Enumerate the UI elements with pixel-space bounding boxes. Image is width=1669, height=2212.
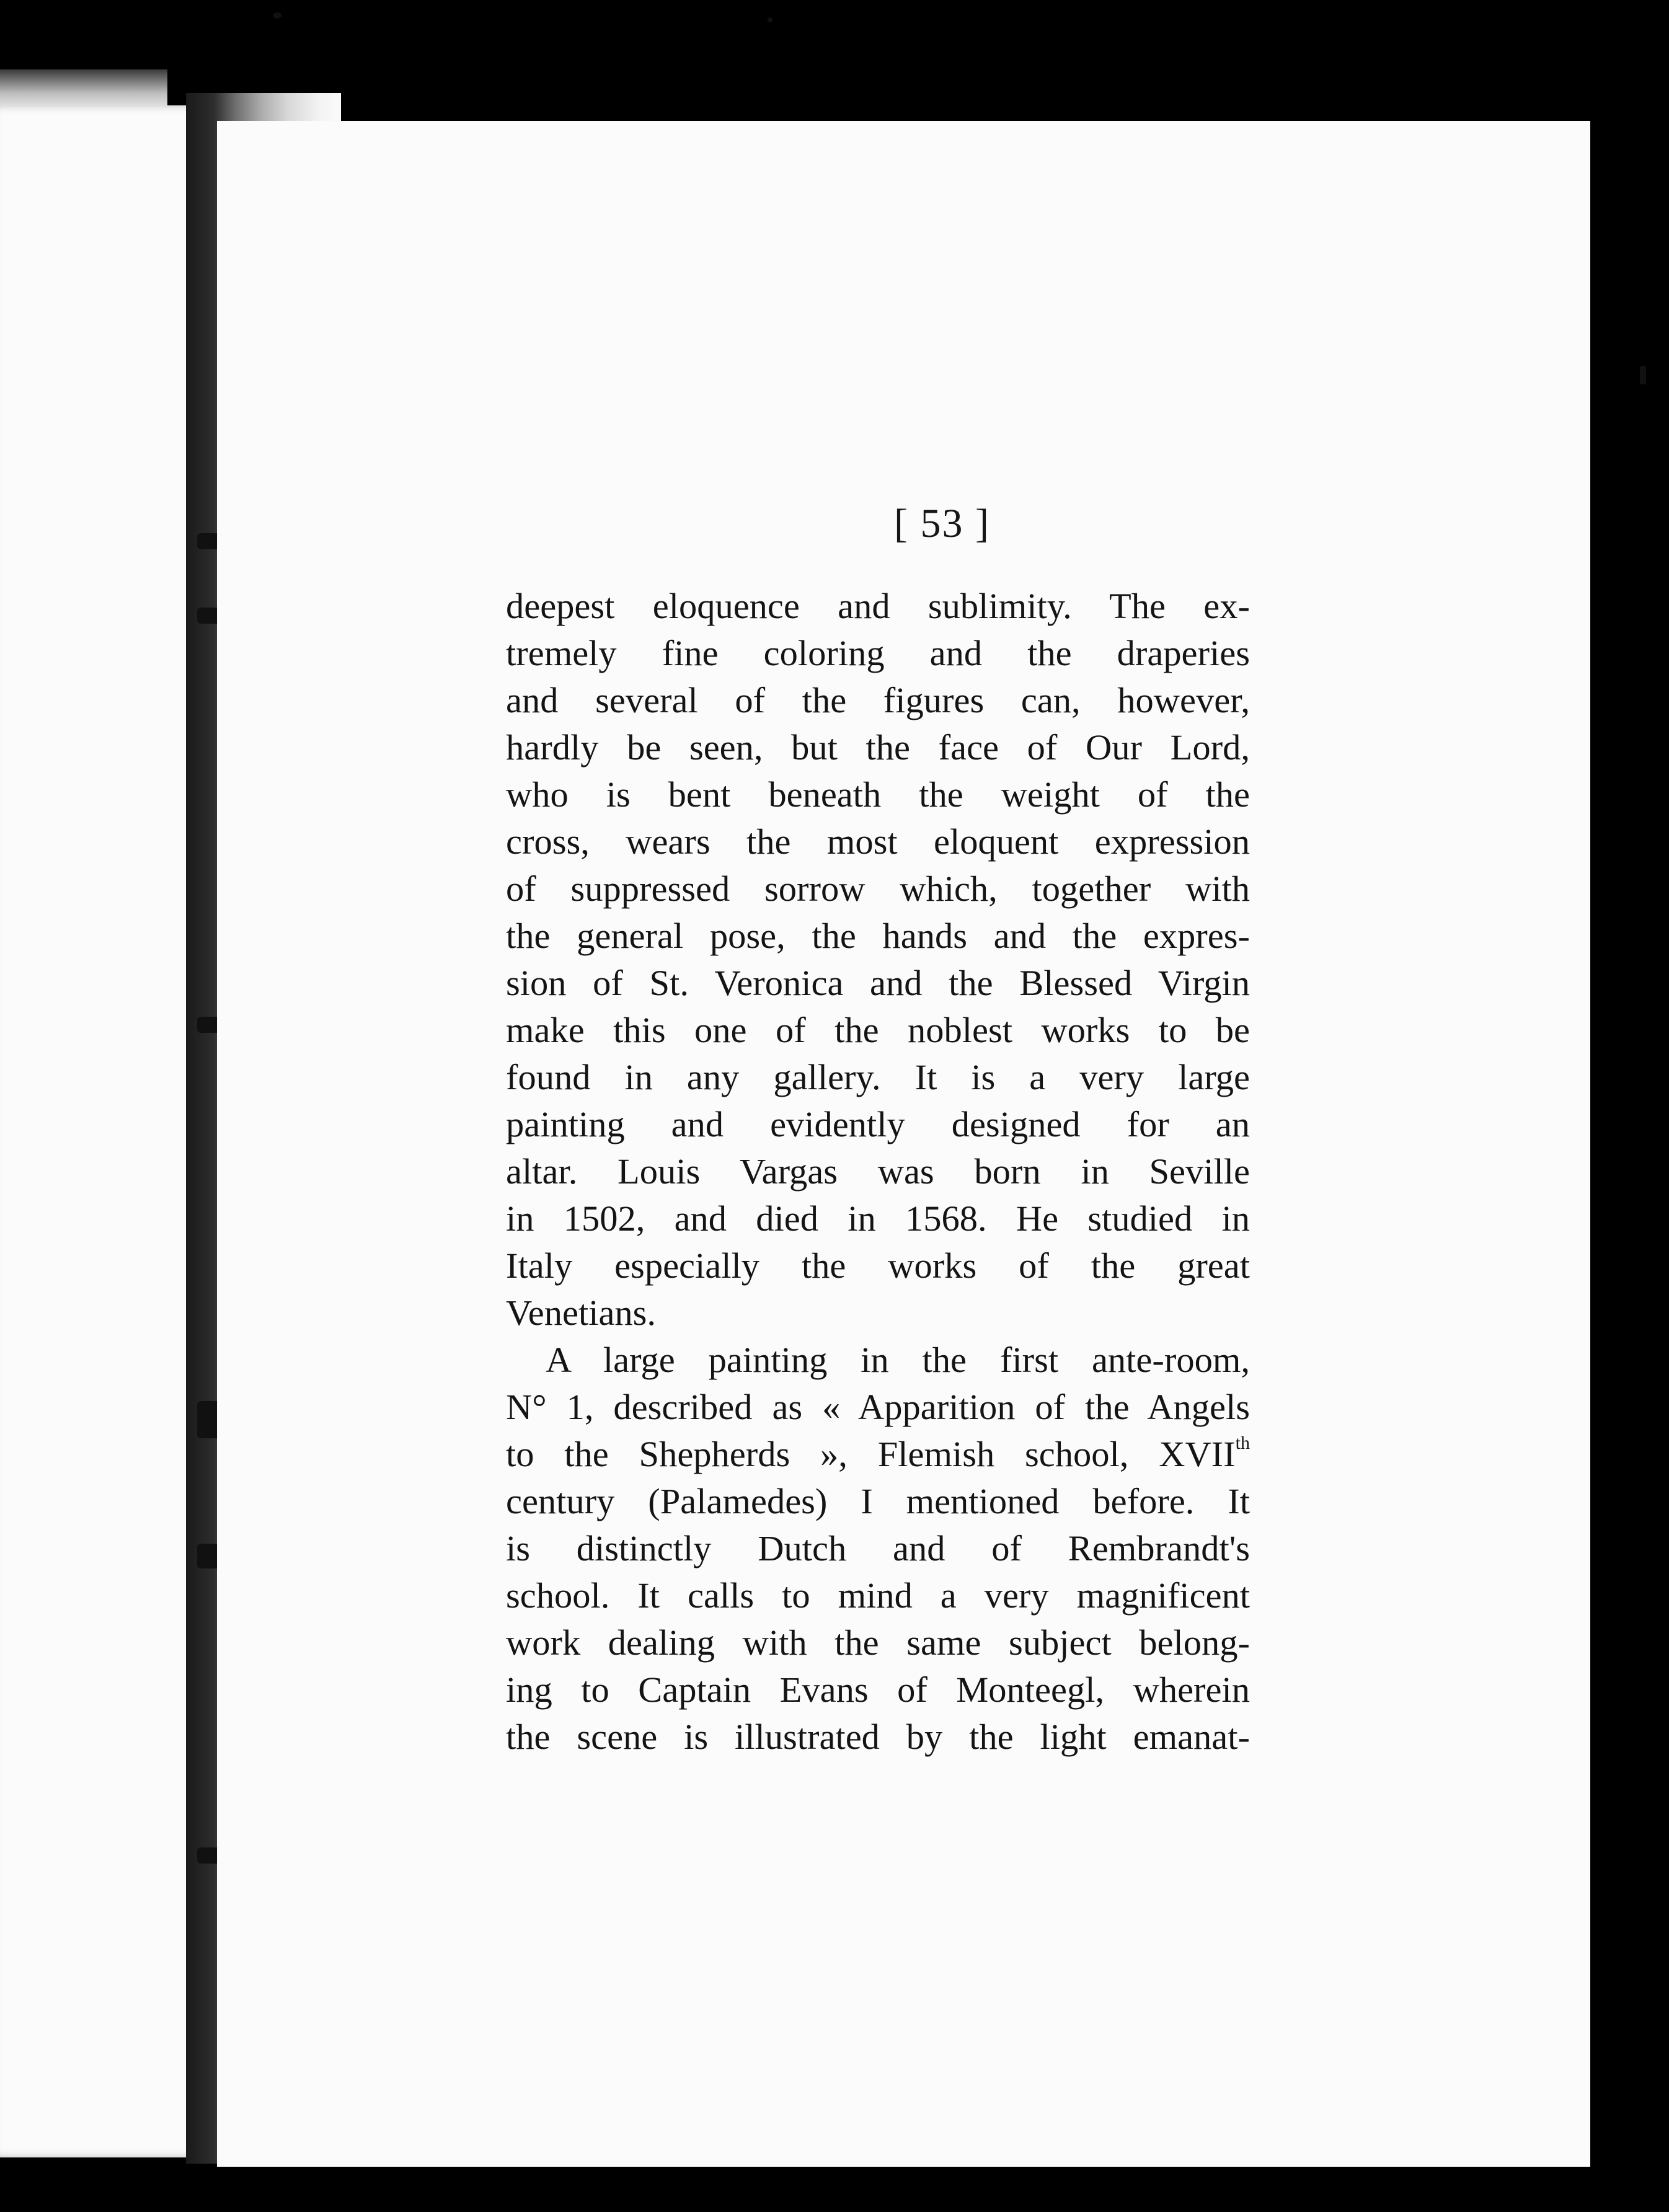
text-line: cross, wears the most eloquent expression <box>506 821 1250 862</box>
text-line: the scene is illustrated by the light emanat- <box>506 1717 1250 1757</box>
text-line: in 1502, and died in 1568. He studied in <box>506 1198 1250 1239</box>
superscript: th <box>1235 1432 1250 1453</box>
text-line: tremely fine coloring and the draperies <box>506 633 1250 673</box>
previous-page <box>0 105 214 2157</box>
page-number-header: [ 53 ] <box>894 501 990 546</box>
text-line: hardly be seen, but the face of Our Lord, <box>506 727 1250 768</box>
text-line: Italy especially the works of the great <box>506 1245 1250 1286</box>
text-line: school. It calls to mind a very magnificent <box>506 1575 1250 1616</box>
text-line: ing to Captain Evans of Monteegl, wherein <box>506 1670 1250 1710</box>
scan-speck <box>1640 366 1646 384</box>
text-line: deepest eloquence and sublimity. The ex- <box>506 586 1250 626</box>
text-line: sion of St. Veronica and the Blessed Virgin <box>506 963 1250 1003</box>
previous-page-top-edge <box>0 69 167 109</box>
text-line: work dealing with the same subject belong- <box>506 1622 1250 1663</box>
text-line: of suppressed sorrow which, together with <box>506 869 1250 909</box>
body-text <box>506 583 1250 1761</box>
text-line: Venetians. <box>506 1293 657 1333</box>
text-line: is distinctly Dutch and of Rembrandt's <box>506 1528 1250 1568</box>
text-line: A large painting in the first ante-room, <box>546 1340 1250 1380</box>
text-line: who is bent beneath the weight of the <box>506 774 1250 815</box>
text-line: N° 1, described as « Apparition of the Angels <box>506 1387 1250 1427</box>
text-line: make this one of the noblest works to be <box>506 1010 1250 1050</box>
text-line: altar. Louis Vargas was born in Seville <box>506 1151 1250 1192</box>
text-line: painting and evidently designed for an <box>506 1104 1250 1144</box>
text-line: and several of the figures can, however, <box>506 680 1250 720</box>
text-line-with-superscript <box>506 1431 1250 1478</box>
text-line: century (Palamedes) I mentioned before. It <box>506 1481 1250 1521</box>
scan-speck <box>768 17 773 22</box>
book-page <box>217 121 1590 2167</box>
text-line-main: to the Shepherds », Flemish school, XVII <box>506 1434 1236 1474</box>
text-line: the general pose, the hands and the expres- <box>506 916 1250 956</box>
scan-speck <box>273 12 281 19</box>
text-line: found in any gallery. It is a very large <box>506 1057 1250 1097</box>
